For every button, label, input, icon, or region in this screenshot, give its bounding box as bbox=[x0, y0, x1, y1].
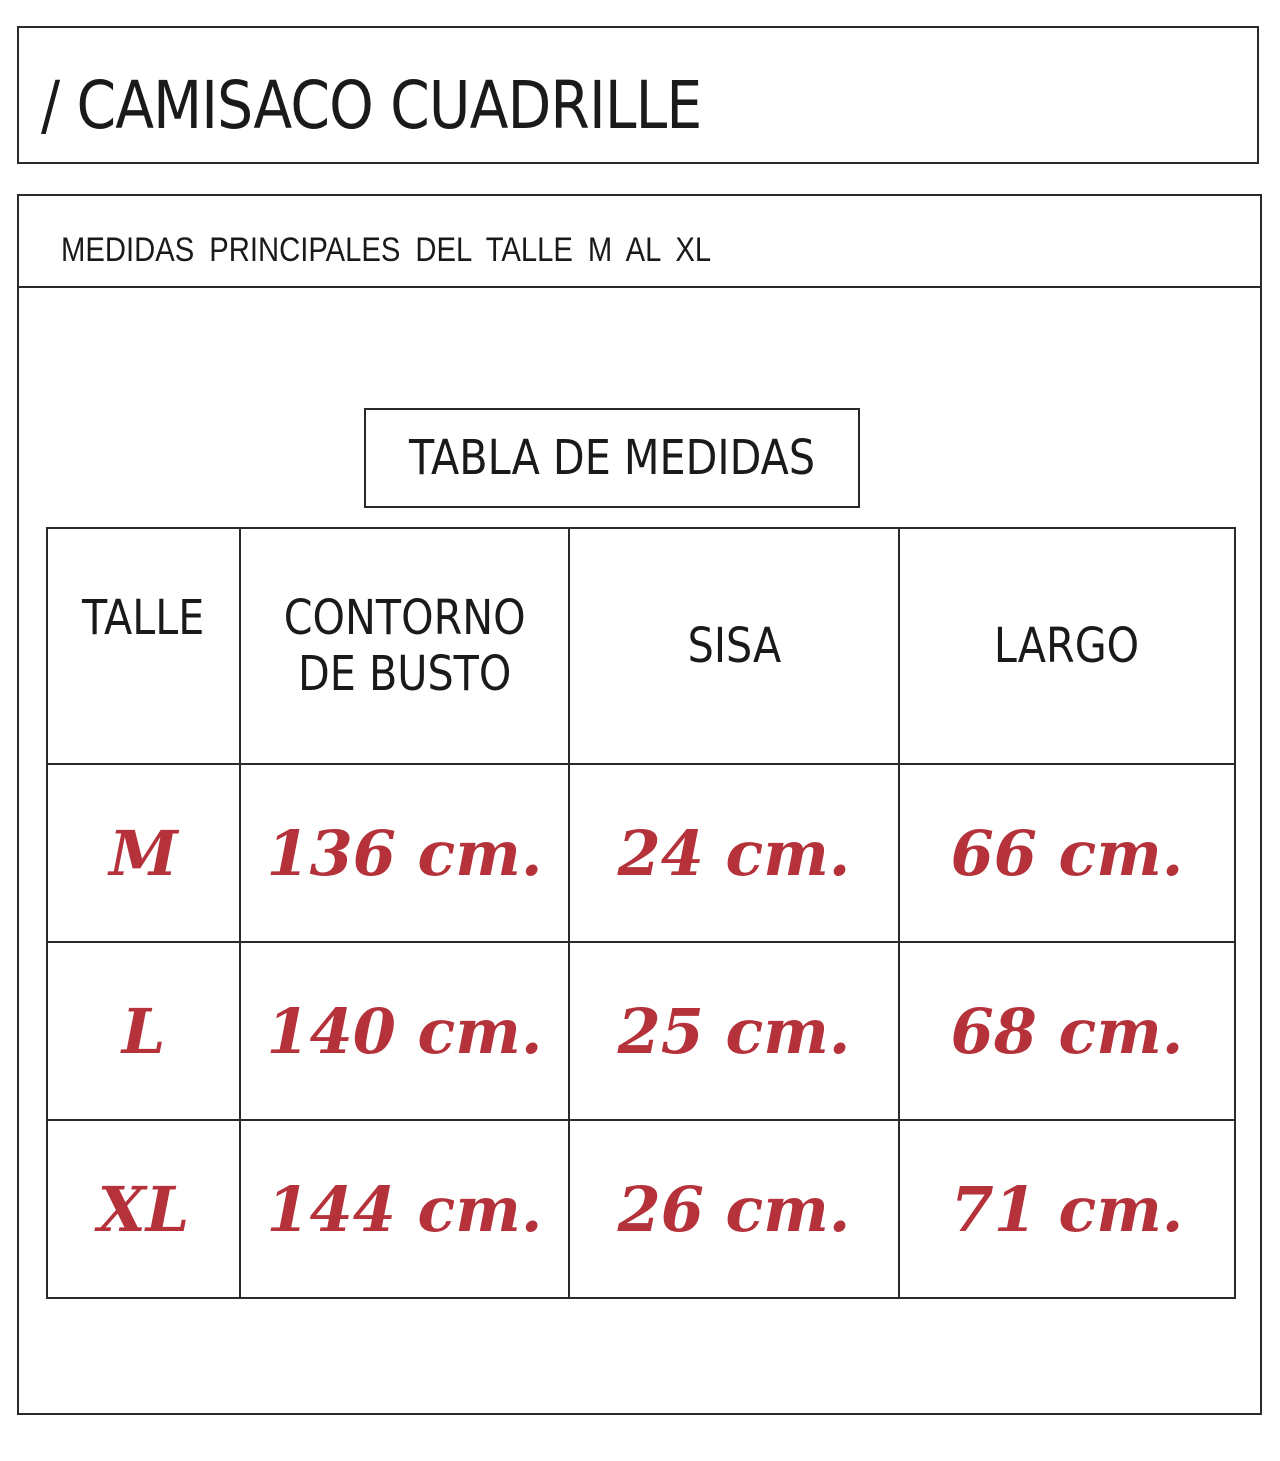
cell-talle: XL bbox=[47, 1120, 240, 1298]
subtitle: MEDIDAS PRINCIPALES DEL TALLE M AL XL bbox=[61, 231, 712, 269]
column-header-sisa: SISA bbox=[569, 528, 899, 764]
cell-largo: 71 cm. bbox=[899, 1120, 1235, 1298]
table-title: TABLA DE MEDIDAS bbox=[408, 430, 816, 486]
page-title: / CAMISACO CUADRILLE bbox=[41, 67, 702, 144]
table-row bbox=[47, 942, 1235, 1120]
cell-sisa: 24 cm. bbox=[569, 764, 899, 942]
subtitle-bar bbox=[19, 196, 1260, 288]
column-header-largo: LARGO bbox=[899, 528, 1235, 764]
table-header-row bbox=[47, 528, 1235, 764]
cell-contorno: 136 cm. bbox=[240, 764, 569, 942]
column-header-contorno: CONTORNO DE BUSTO bbox=[240, 528, 569, 764]
cell-sisa: 25 cm. bbox=[569, 942, 899, 1120]
cell-contorno: 140 cm. bbox=[240, 942, 569, 1120]
column-header-talle: TALLE bbox=[47, 528, 240, 764]
cell-talle: M bbox=[47, 764, 240, 942]
table-title-box bbox=[364, 408, 860, 508]
cell-talle: L bbox=[47, 942, 240, 1120]
table-row bbox=[47, 1120, 1235, 1298]
table-row bbox=[47, 764, 1235, 942]
cell-contorno: 144 cm. bbox=[240, 1120, 569, 1298]
size-table bbox=[46, 527, 1236, 1299]
cell-largo: 68 cm. bbox=[899, 942, 1235, 1120]
cell-largo: 66 cm. bbox=[899, 764, 1235, 942]
title-box bbox=[17, 26, 1259, 164]
cell-sisa: 26 cm. bbox=[569, 1120, 899, 1298]
